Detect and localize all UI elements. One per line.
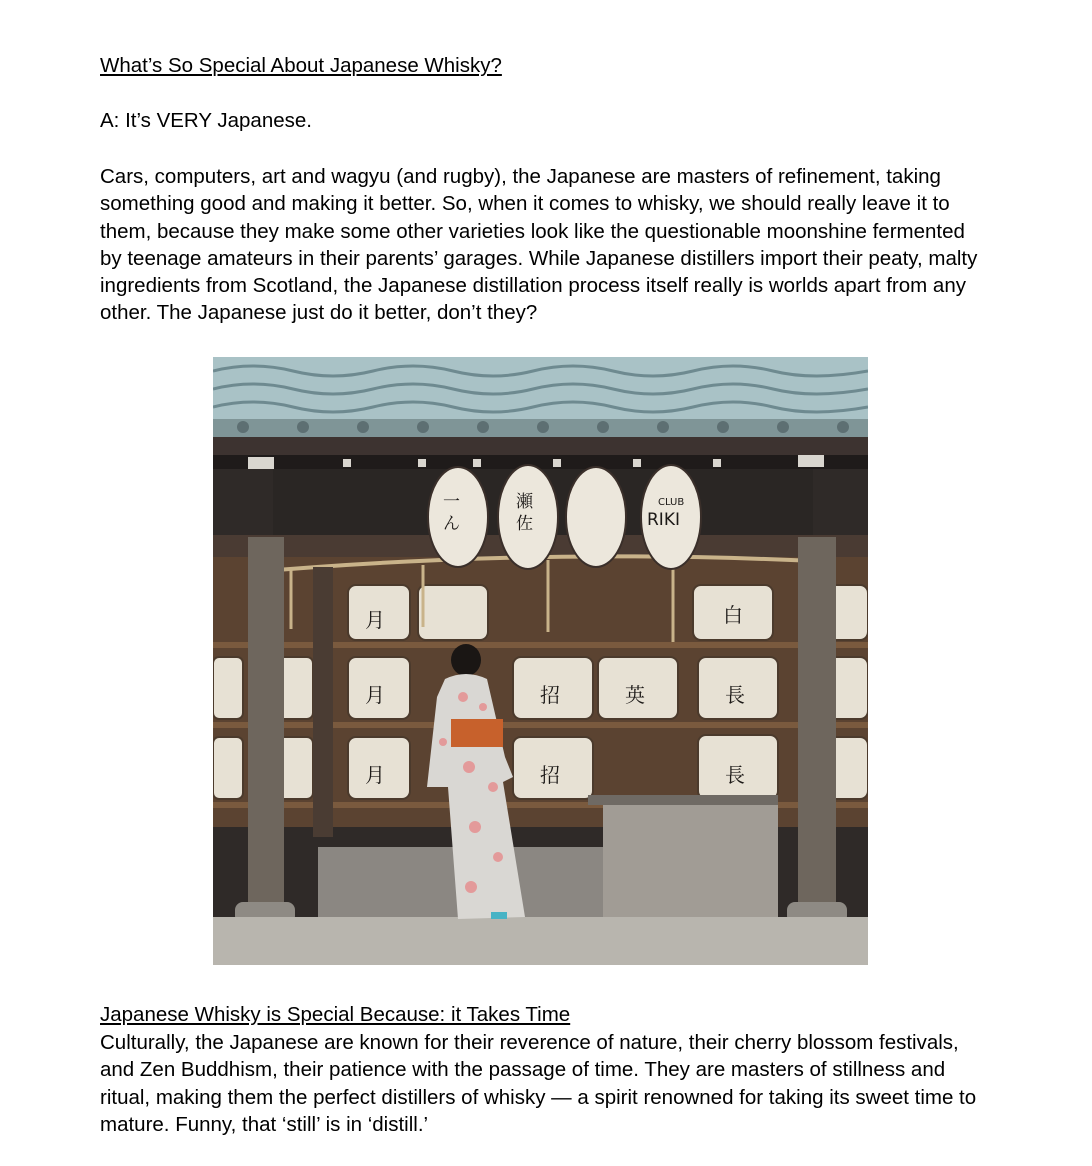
answer-line: A: It’s VERY Japanese.: [100, 109, 312, 132]
svg-text:月: 月: [365, 683, 385, 707]
section-heading: Japanese Whisky is Special Because: it Takes Time: [100, 1003, 571, 1026]
svg-text:瀬: 瀬: [516, 492, 533, 512]
lantern-label-riki: RIKI: [647, 510, 680, 530]
svg-text:長: 長: [725, 683, 745, 707]
lantern-label-club: CLUB: [658, 497, 685, 508]
svg-text:招: 招: [540, 763, 560, 787]
svg-text:月: 月: [365, 763, 385, 787]
body-paragraph: Culturally, the Japanese are known for their reverence of nature, their cherry blossom festivals, and Zen Buddhism, their patience with the passage of time. They are masters of stillness and ritual, making them the perfect distillers of whisky — a spirit renowned for taking its sweet time to mature. Funny, that ‘still’ is in ‘distill.’: [100, 1031, 977, 1136]
svg-text:招: 招: [540, 683, 560, 707]
svg-text:長: 長: [725, 763, 745, 787]
page-title: What’s So Special About Japanese Whisky?: [100, 54, 502, 77]
svg-text:佐: 佐: [516, 514, 533, 534]
svg-text:ん: ん: [443, 514, 460, 534]
svg-text:英: 英: [625, 683, 645, 707]
svg-text:月: 月: [365, 608, 385, 632]
shrine-photo: [213, 357, 868, 965]
svg-text:一: 一: [443, 492, 460, 512]
intro-paragraph: Cars, computers, art and wagyu (and rugby), the Japanese are masters of refinement, taking something good and making it better. So, when it comes to whisky, we should really leave it to them, because they make some other varieties look like the questionable moonshine fermented by teenage amateurs in their parents’ garages. While Japanese distillers import their peaty, malty ingredients from Scotland, the Japanese distillation process itself really is worlds apart from any other. The Japanese just do it better, don’t they?: [100, 165, 978, 325]
svg-text:白: 白: [723, 603, 743, 627]
